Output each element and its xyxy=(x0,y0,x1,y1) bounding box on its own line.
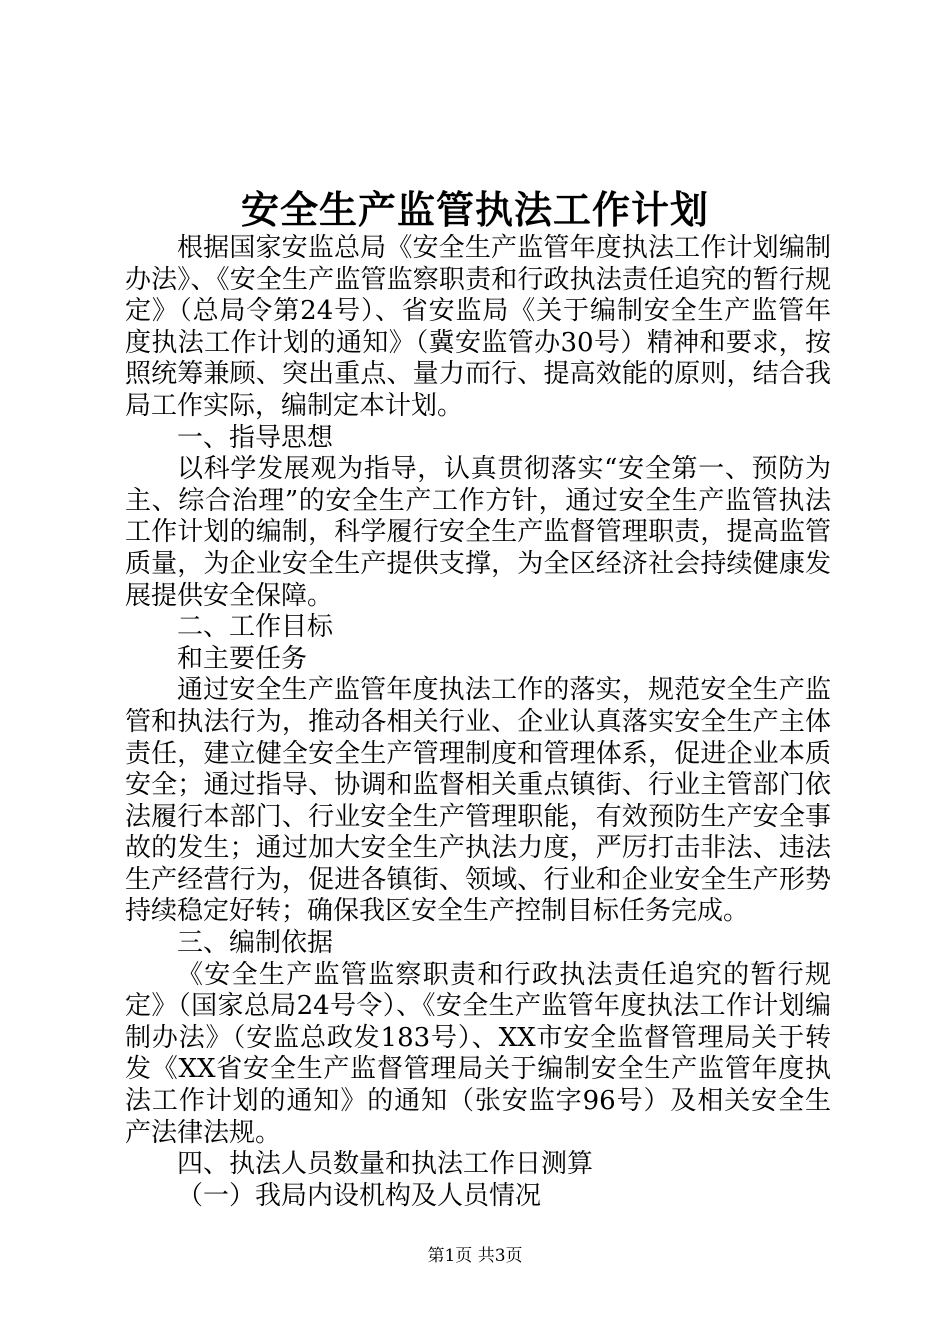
paragraph-guiding-ideology: 以科学发展观为指导，认真贯彻落实“安全第一、预防为主、综合治理”的安全生产工作方针，通过安全生产监管执法工作计划的编制，科学履行安全生产监督管理职责，提高监管质量，为企业安全生产提供支撑，为全区经济社会持续健康发展提供安全保障。 xyxy=(125,454,831,611)
paragraph-basis: 《安全生产监管监察职责和行政执法责任追究的暂行规定》（国家总局24号令）、《安全生产监管年度执法工作计划编制办法》（安监总政发183号）、XX市安全监督管理局关于转发《XX省安全生产监督管理局关于编制安全生产监管年度执法工作计划的通知》的通知（张安监字96号）及相关安全生产法律法规。 xyxy=(125,959,831,1148)
page-number: 第1页 共3页 xyxy=(427,1246,523,1266)
document-title: 安全生产监管执法工作计划 xyxy=(240,187,709,232)
heading-work-goals: 二、工作目标 xyxy=(177,612,334,643)
heading-main-tasks: 和主要任务 xyxy=(177,643,308,674)
paragraph-intro: 根据国家安监总局《安全生产监管年度执法工作计划编制办法》、《安全生产监管监察职责和行政执法责任追究的暂行规定》（总局令第24号）、省安监局《关于编制安全生产监管年度执法工作计划的通知》（冀安监管办30号）精神和要求，按照统筹兼顾、突出重点、量力而行、提高效能的原则，结合我局工作实际，编制定本计划。 xyxy=(125,233,831,421)
heading-staff-estimate: 四、执法人员数量和执法工作日测算 xyxy=(177,1149,594,1180)
document-body xyxy=(125,233,831,1212)
heading-internal-structure: （一）我局内设机构及人员情况 xyxy=(177,1180,542,1211)
heading-basis: 三、编制依据 xyxy=(177,928,334,959)
heading-guiding-ideology: 一、指导思想 xyxy=(177,422,334,453)
paragraph-work-goals: 通过安全生产监管年度执法工作的落实，规范安全生产监管和执法行为，推动各相关行业、企业认真落实安全生产主体责任，建立健全安全生产管理制度和管理体系，促进企业本质安全；通过指导、协调和监督相关重点镇街、行业主管部门依法履行本部门、行业安全生产管理职能，有效预防生产安全事故的发生；通过加大安全生产执法力度，严厉打击非法、违法生产经营行为，促进各镇街、领域、行业和企业安全生产形势持续稳定好转；确保我区安全生产控制目标任务完成。 xyxy=(125,675,831,927)
